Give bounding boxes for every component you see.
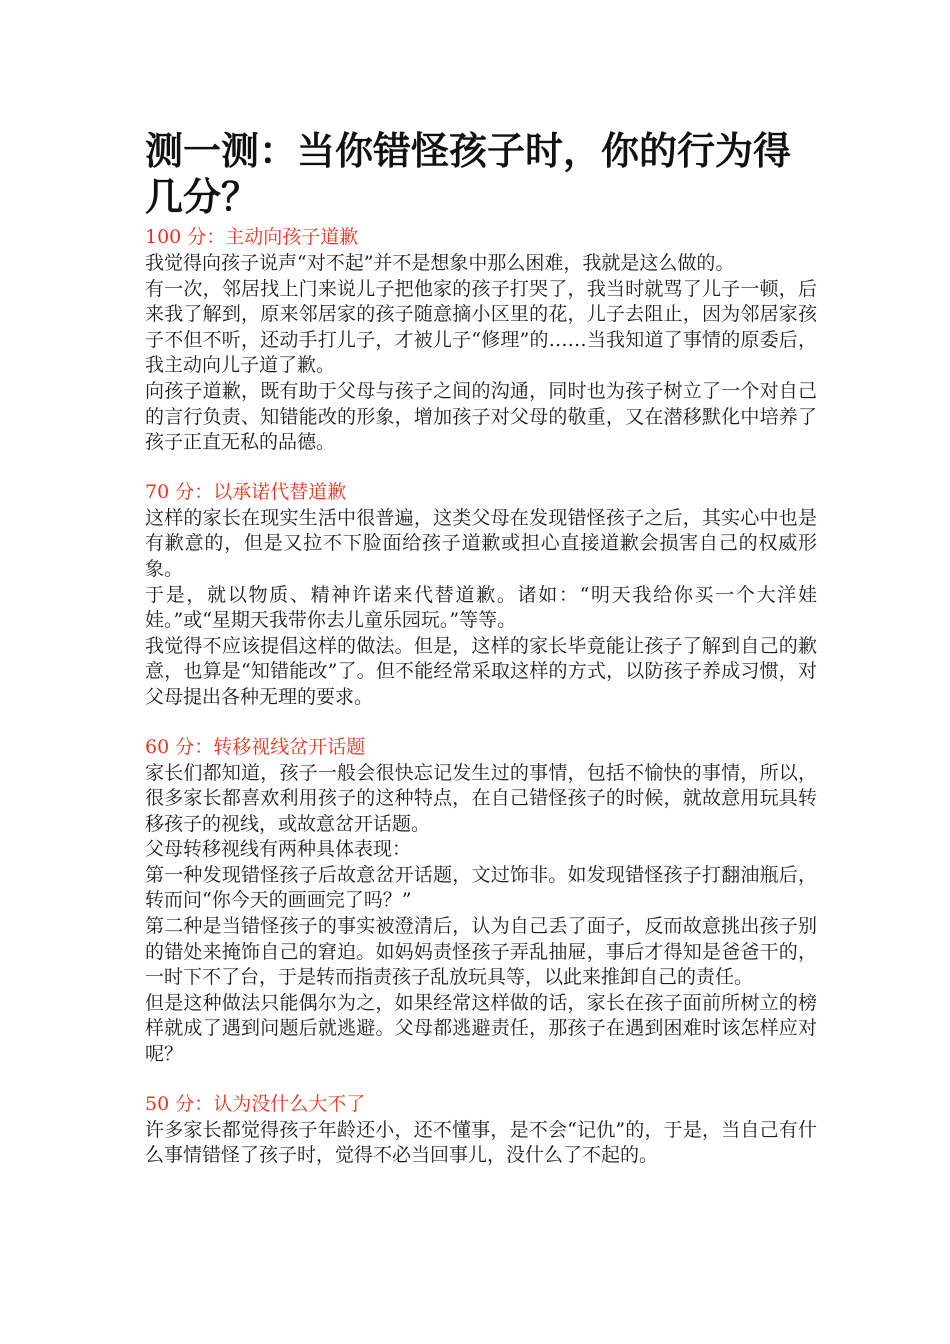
section-heading: 60 分：转移视线岔开话题: [145, 735, 366, 758]
paragraph: 向孩子道歉，既有助于父母与孩子之间的沟通，同时也为孩子树立了一个对自己的言行负责、知错能改的形象，增加孩子对父母的敬重，又在潜移默化中培养了孩子正直无私的品德。: [145, 379, 817, 454]
section-50: [145, 1091, 817, 1169]
section-100: [145, 224, 817, 456]
section-60: [145, 734, 817, 1068]
paragraph: 于是，就以物质、精神许诺来代替道歉。诸如：“明天我给你买一个大洋娃娃。”或“星期天我带你去儿童乐园玩。”等等。: [145, 583, 817, 632]
paragraph: 我觉得向孩子说声“对不起”并不是想象中那么困难，我就是这么做的。: [145, 252, 735, 274]
paragraph: 第一种发现错怪孩子后故意岔开话题，文过饰非。如发现错怪孩子打翻油瓶后，转而问“你今天的画画完了吗？”: [145, 863, 817, 912]
paragraph: 我觉得不应该提倡这样的做法。但是，这样的家长毕竟能让孩子了解到自己的歉意，也算是“知错能改”了。但不能经常采取这样的方式，以防孩子养成习惯，对父母提出各种无理的要求。: [145, 634, 817, 708]
section-heading: 100 分：主动向孩子道歉: [145, 226, 359, 248]
paragraph: 第二种是当错怪孩子的事实被澄清后，认为自己丢了面子，反而故意挑出孩子别的错处来掩饰自己的窘迫。如妈妈责怪孩子弄乱抽屉，事后才得知是爸爸干的，一时下不了台，于是转而指责孩子乱放玩具等，以此来推卸自己的责任。: [145, 915, 817, 989]
paragraph: 有一次，邻居找上门来说儿子把他家的孩子打哭了，我当时就骂了儿子一顿，后来我了解到，原来邻居家的孩子随意摘小区里的花，儿子去阻止，因为邻居家孩子不但不听，还动手打儿子，才被儿子“修理”的……当我知道了事情的原委后，我主动向儿子道了歉。: [145, 277, 817, 377]
section-heading: 50 分：认为没什么大不了: [145, 1092, 366, 1115]
paragraph: 许多家长都觉得孩子年龄还小，还不懂事，是不会“记仇”的，于是，当自己有什么事情错怪了孩子时，觉得不必当回事儿，没什么了不起的。: [145, 1118, 817, 1167]
page-title: 测一测：当你错怪孩子时，你的行为得几分？: [145, 129, 792, 219]
paragraph: 但是这种做法只能偶尔为之，如果经常这样做的话，家长在孩子面前所树立的榜样就成了遇到问题后就逃避。父母都逃避责任，那孩子在遇到困难时该怎样应对呢？: [145, 991, 817, 1066]
section-70: [145, 479, 817, 711]
paragraph: 家长们都知道，孩子一般会很快忘记发生过的事情，包括不愉快的事情，所以，很多家长都喜欢利用孩子的这种特点，在自己错怪孩子的时候，就故意用玩具转移孩子的视线，或故意岔开话题。: [145, 761, 817, 835]
paragraph: 这样的家长在现实生活中很普遍，这类父母在发现错怪孩子之后，其实心中也是有歉意的，但是又拉不下脸面给孩子道歉或担心直接道歉会损害自己的权威形象。: [145, 506, 817, 580]
paragraph: 父母转移视线有两种具体表现：: [145, 838, 412, 861]
section-heading: 70 分：以承诺代替道歉: [145, 480, 347, 503]
document-page: [145, 128, 817, 1192]
